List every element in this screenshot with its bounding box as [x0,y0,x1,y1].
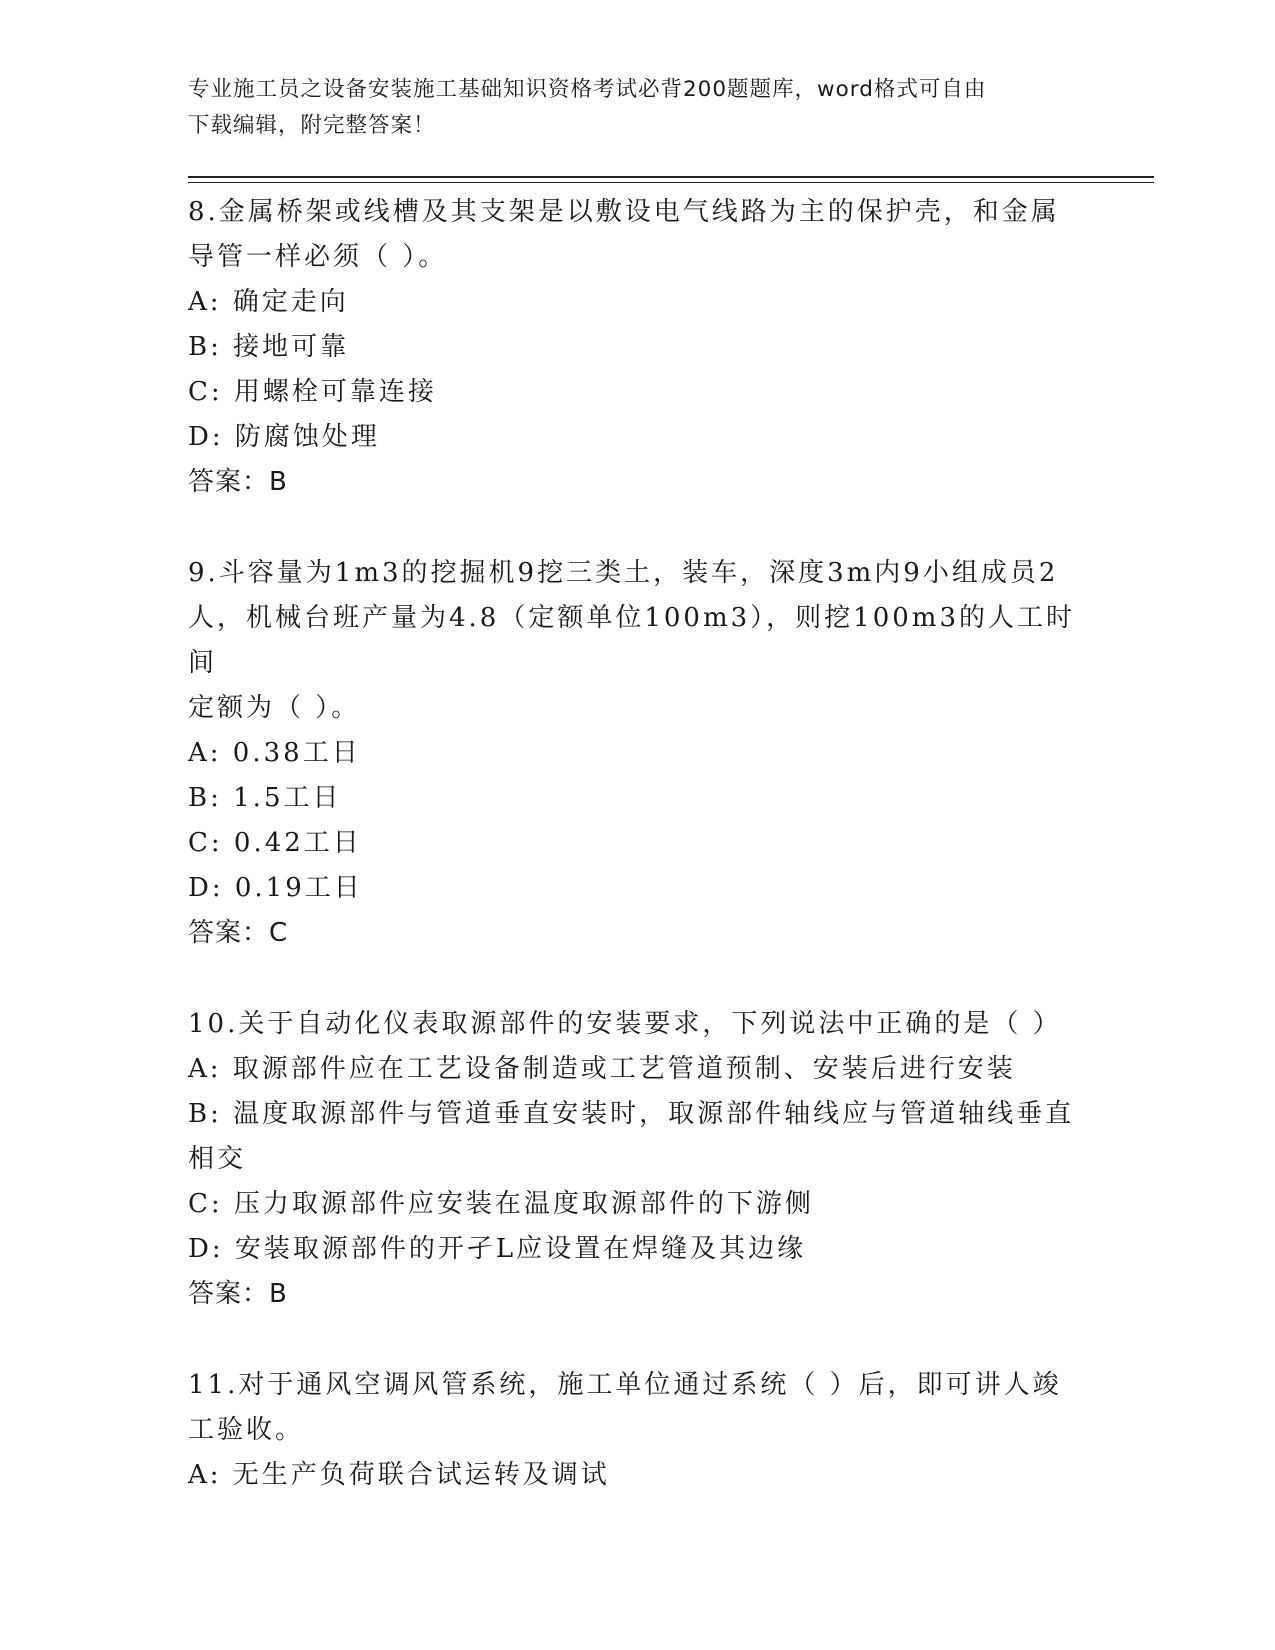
question-11-line-2: 工验收。 [188,1415,305,1445]
question-10-option-b-continued: 相交 [188,1144,247,1174]
question-9 [188,551,1088,956]
question-list [188,190,1088,1544]
question-9-line-2: 人，机械台班产量为4.8（定额单位100m3），则挖100m3的人工时间 [188,603,1075,678]
question-9-option-a: A: 0.38工日 [188,738,361,768]
question-10-line-1: 10.关于自动化仪表取源部件的安装要求，下列说法中正确的是（ ） [188,1009,1062,1039]
question-8-option-b: B: 接地可靠 [188,332,350,362]
question-8-option-d: D: 防腐蚀处理 [188,422,380,452]
question-9-line-3: 定额为（ ）。 [188,693,361,723]
question-8-line-1: 8.金属桥架或线槽及其支架是以敷设电气线路为主的保护壳，和金属 [188,197,1060,227]
question-10 [188,1002,1088,1317]
header-rule-thin [188,182,1154,183]
header-line-2: 下载编辑，附完整答案！ [188,113,436,138]
document-header [188,72,1068,144]
question-11 [188,1363,1088,1498]
question-10-answer: 答案：B [188,1279,288,1309]
question-8-option-c: C: 用螺栓可靠连接 [188,377,437,407]
question-11-option-a: A: 无生产负荷联合试运转及调试 [188,1460,610,1490]
question-8 [188,190,1088,505]
question-8-answer: 答案：B [188,467,288,497]
question-10-option-a: A: 取源部件应在工艺设备制造或工艺管道预制、安装后进行安装 [188,1054,1016,1084]
question-8-option-a: A: 确定走向 [188,287,349,317]
question-9-option-d: D: 0.19工日 [188,873,363,903]
header-rule-thick [188,176,1154,178]
question-10-option-b: B: 温度取源部件与管道垂直安装时，取源部件轴线应与管道轴线垂直 [188,1099,1075,1129]
question-10-option-c: C: 压力取源部件应安装在温度取源部件的下游侧 [188,1189,814,1219]
question-10-option-d: D: 安装取源部件的开孑L应设置在焊缝及其边缘 [188,1234,807,1264]
question-9-line-1: 9.斗容量为1m3的挖掘机9挖三类土，装车，深度3m内9小组成员2 [188,558,1059,588]
header-line-1: 专业施工员之设备安装施工基础知识资格考试必背200题题库，word格式可自由 [188,77,987,102]
question-9-answer: 答案：C [188,918,289,948]
question-9-option-b: B: 1.5工日 [188,783,342,813]
question-8-line-2: 导管一样必须（ ）。 [188,242,448,272]
question-9-option-c: C: 0.42工日 [188,828,362,858]
question-11-line-1: 11.对于通风空调风管系统，施工单位通过系统（ ）后，即可讲人竣 [188,1370,1062,1400]
